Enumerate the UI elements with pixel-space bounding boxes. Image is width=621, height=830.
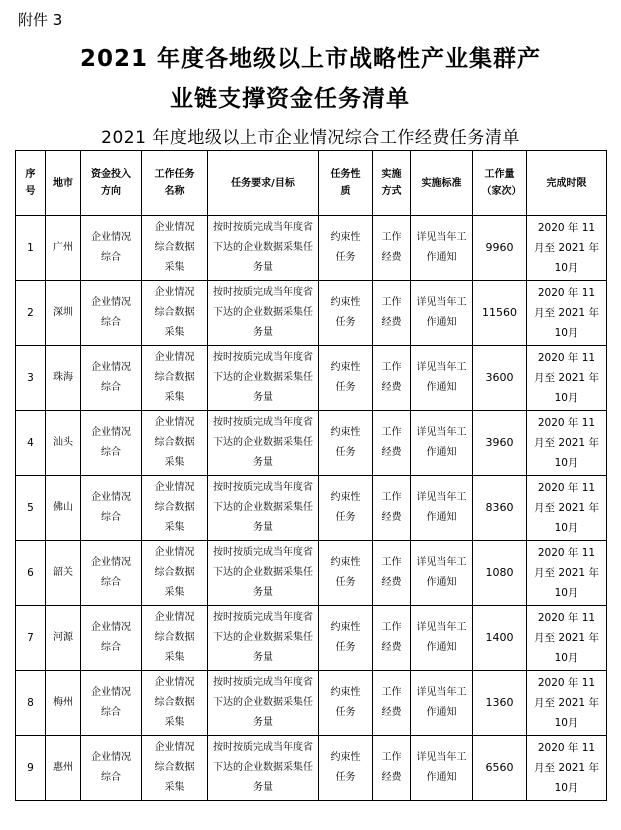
cell-requirement: 按时按质完成当年度省下达的企业数据采集任务量 [208, 346, 319, 411]
cell-direction: 企业情况综合 [81, 541, 142, 606]
cell-nature: 约束性任务 [319, 476, 373, 541]
table-title: 2021 年度地级以上市企业情况综合工作经费任务清单 [101, 128, 520, 148]
cell-seq: 9 [16, 736, 46, 801]
table-row [16, 606, 607, 671]
table-row [16, 541, 607, 606]
cell-nature: 约束性任务 [319, 411, 373, 476]
cell-nature: 约束性任务 [319, 606, 373, 671]
header-city: 地市 [46, 151, 81, 216]
cell-seq: 8 [16, 671, 46, 736]
cell-direction: 企业情况综合 [81, 281, 142, 346]
cell-seq: 7 [16, 606, 46, 671]
cell-seq: 2 [16, 281, 46, 346]
cell-amount: 1360 [473, 671, 527, 736]
cell-seq: 4 [16, 411, 46, 476]
cell-mode: 工作经费 [373, 411, 411, 476]
cell-city: 惠州 [46, 736, 81, 801]
cell-standard: 详见当年工作通知 [411, 411, 473, 476]
cell-nature: 约束性任务 [319, 216, 373, 281]
cell-mode: 工作经费 [373, 281, 411, 346]
header-direction: 资金投入方向 [81, 151, 142, 216]
cell-amount: 1080 [473, 541, 527, 606]
cell-task-name: 企业情况综合数据采集 [142, 736, 208, 801]
header-seq: 序号 [16, 151, 46, 216]
task-table [15, 150, 607, 801]
cell-requirement: 按时按质完成当年度省下达的企业数据采集任务量 [208, 671, 319, 736]
cell-standard: 详见当年工作通知 [411, 671, 473, 736]
cell-mode: 工作经费 [373, 346, 411, 411]
cell-time: 2020 年 11 月至 2021 年 10月 [527, 281, 607, 346]
cell-direction: 企业情况综合 [81, 476, 142, 541]
cell-time: 2020 年 11 月至 2021 年 10月 [527, 411, 607, 476]
cell-nature: 约束性任务 [319, 671, 373, 736]
cell-mode: 工作经费 [373, 736, 411, 801]
cell-amount: 9960 [473, 216, 527, 281]
cell-task-name: 企业情况综合数据采集 [142, 606, 208, 671]
cell-city: 韶关 [46, 541, 81, 606]
header-mode: 实施方式 [373, 151, 411, 216]
cell-direction: 企业情况综合 [81, 411, 142, 476]
table-row [16, 736, 607, 801]
cell-requirement: 按时按质完成当年度省下达的企业数据采集任务量 [208, 281, 319, 346]
cell-direction: 企业情况综合 [81, 346, 142, 411]
cell-direction: 企业情况综合 [81, 606, 142, 671]
cell-city: 广州 [46, 216, 81, 281]
cell-time: 2020 年 11 月至 2021 年 10月 [527, 476, 607, 541]
table-row [16, 216, 607, 281]
table-row [16, 346, 607, 411]
cell-seq: 1 [16, 216, 46, 281]
document-title-line1: 2021 年度各地级以上市战略性产业集群产 [79, 46, 542, 72]
cell-seq: 5 [16, 476, 46, 541]
cell-city: 梅州 [46, 671, 81, 736]
cell-mode: 工作经费 [373, 541, 411, 606]
table-row [16, 281, 607, 346]
cell-amount: 3600 [473, 346, 527, 411]
cell-requirement: 按时按质完成当年度省下达的企业数据采集任务量 [208, 541, 319, 606]
cell-requirement: 按时按质完成当年度省下达的企业数据采集任务量 [208, 606, 319, 671]
cell-amount: 11560 [473, 281, 527, 346]
cell-city: 佛山 [46, 476, 81, 541]
cell-seq: 6 [16, 541, 46, 606]
cell-task-name: 企业情况综合数据采集 [142, 216, 208, 281]
table-header-row [16, 151, 607, 216]
table-row [16, 671, 607, 736]
cell-standard: 详见当年工作通知 [411, 606, 473, 671]
cell-amount: 1400 [473, 606, 527, 671]
header-amount: 工作量（家次） [473, 151, 527, 216]
cell-nature: 约束性任务 [319, 736, 373, 801]
cell-seq: 3 [16, 346, 46, 411]
cell-city: 珠海 [46, 346, 81, 411]
cell-mode: 工作经费 [373, 476, 411, 541]
attachment-label: 附件 3 [18, 11, 63, 29]
cell-task-name: 企业情况综合数据采集 [142, 346, 208, 411]
cell-time: 2020 年 11 月至 2021 年 10月 [527, 671, 607, 736]
cell-direction: 企业情况综合 [81, 671, 142, 736]
cell-standard: 详见当年工作通知 [411, 736, 473, 801]
cell-city: 汕头 [46, 411, 81, 476]
cell-city: 深圳 [46, 281, 81, 346]
cell-standard: 详见当年工作通知 [411, 476, 473, 541]
cell-task-name: 企业情况综合数据采集 [142, 411, 208, 476]
header-task-name: 工作任务名称 [142, 151, 208, 216]
header-standard: 实施标准 [411, 151, 473, 216]
cell-direction: 企业情况综合 [81, 216, 142, 281]
cell-time: 2020 年 11 月至 2021 年 10月 [527, 346, 607, 411]
cell-direction: 企业情况综合 [81, 736, 142, 801]
table-row [16, 411, 607, 476]
cell-nature: 约束性任务 [319, 346, 373, 411]
cell-requirement: 按时按质完成当年度省下达的企业数据采集任务量 [208, 736, 319, 801]
cell-nature: 约束性任务 [319, 281, 373, 346]
cell-task-name: 企业情况综合数据采集 [142, 671, 208, 736]
document-title-line2: 业链支撑资金任务清单 [170, 86, 410, 112]
cell-task-name: 企业情况综合数据采集 [142, 281, 208, 346]
cell-mode: 工作经费 [373, 216, 411, 281]
cell-standard: 详见当年工作通知 [411, 216, 473, 281]
cell-time: 2020 年 11 月至 2021 年 10月 [527, 736, 607, 801]
cell-standard: 详见当年工作通知 [411, 281, 473, 346]
header-nature: 任务性质 [319, 151, 373, 216]
cell-amount: 3960 [473, 411, 527, 476]
cell-requirement: 按时按质完成当年度省下达的企业数据采集任务量 [208, 216, 319, 281]
cell-standard: 详见当年工作通知 [411, 541, 473, 606]
cell-standard: 详见当年工作通知 [411, 346, 473, 411]
cell-city: 河源 [46, 606, 81, 671]
header-time: 完成时限 [527, 151, 607, 216]
cell-task-name: 企业情况综合数据采集 [142, 476, 208, 541]
cell-amount: 8360 [473, 476, 527, 541]
cell-mode: 工作经费 [373, 606, 411, 671]
cell-requirement: 按时按质完成当年度省下达的企业数据采集任务量 [208, 411, 319, 476]
cell-time: 2020 年 11 月至 2021 年 10月 [527, 541, 607, 606]
cell-time: 2020 年 11 月至 2021 年 10月 [527, 606, 607, 671]
header-requirement: 任务要求/目标 [208, 151, 319, 216]
cell-amount: 6560 [473, 736, 527, 801]
table-row [16, 476, 607, 541]
cell-mode: 工作经费 [373, 671, 411, 736]
cell-task-name: 企业情况综合数据采集 [142, 541, 208, 606]
cell-time: 2020 年 11 月至 2021 年 10月 [527, 216, 607, 281]
cell-requirement: 按时按质完成当年度省下达的企业数据采集任务量 [208, 476, 319, 541]
cell-nature: 约束性任务 [319, 541, 373, 606]
